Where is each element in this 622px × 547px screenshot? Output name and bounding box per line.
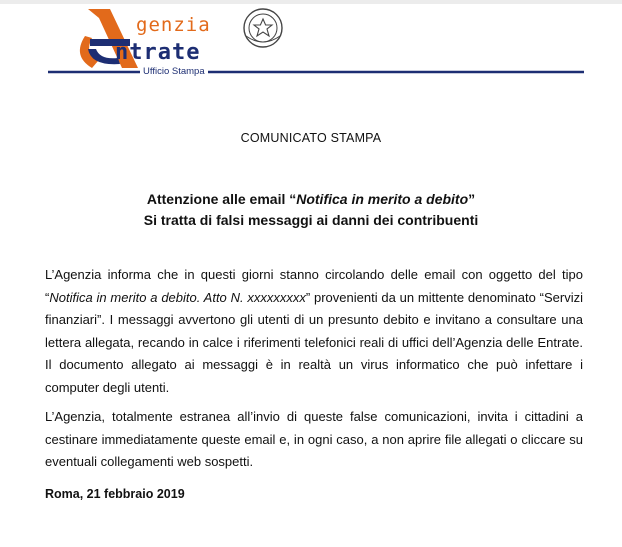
top-border — [0, 0, 622, 4]
press-release-title-line1 — [0, 191, 622, 207]
paragraph-1 — [45, 264, 583, 399]
title-text-start: Attenzione alle email “ — [146, 191, 297, 207]
logo-word-entrate: ntrate — [115, 40, 201, 65]
paragraph-1-end: ” provenienti da un mittente denominato “Servizi finanziari”. I messaggi avvertono gli utenti di un presunto debito e invitano a consultare una lettera allegata, recando in calce i riferimenti telefonici reali di uffici dell’Agenzia delle Entrate. Il documento allegato ai messaggi è in realtà un virus informatico che può infettare i computer degli utenti. — [45, 289, 583, 395]
title-italic-subject: Notifica in merito a debito — [296, 191, 469, 207]
paragraph-1-start: L’Agenzia informa che in questi giorni stanno circolando delle email con oggetto del tipo “ — [45, 267, 583, 305]
logo-subtitle: Ufficio Stampa — [140, 66, 208, 77]
paragraph-1-italic-subject: Notifica in merito a debito. Atto N. xxxxxxxxx — [49, 289, 306, 305]
place-and-date: Roma, 21 febbraio 2019 — [45, 487, 185, 501]
agenzia-entrate-logo — [48, 6, 588, 82]
title-text-end: ” — [468, 191, 476, 207]
paragraph-2: L’Agenzia, totalmente estranea all’invio di queste false comunicazioni, invita i cittadini a cestinare immediatamente queste email e, in ogni caso, a non aprire file allegati o cliccare su eventuali collegamenti web sospetti. — [45, 409, 583, 469]
italian-republic-emblem-icon — [244, 9, 282, 47]
document-label: COMUNICATO STAMPA — [240, 131, 382, 145]
logo-word-agenzia: genzia — [136, 14, 211, 36]
press-release-title-line2: Si tratta di falsi messaggi ai danni dei contribuenti — [143, 212, 479, 228]
